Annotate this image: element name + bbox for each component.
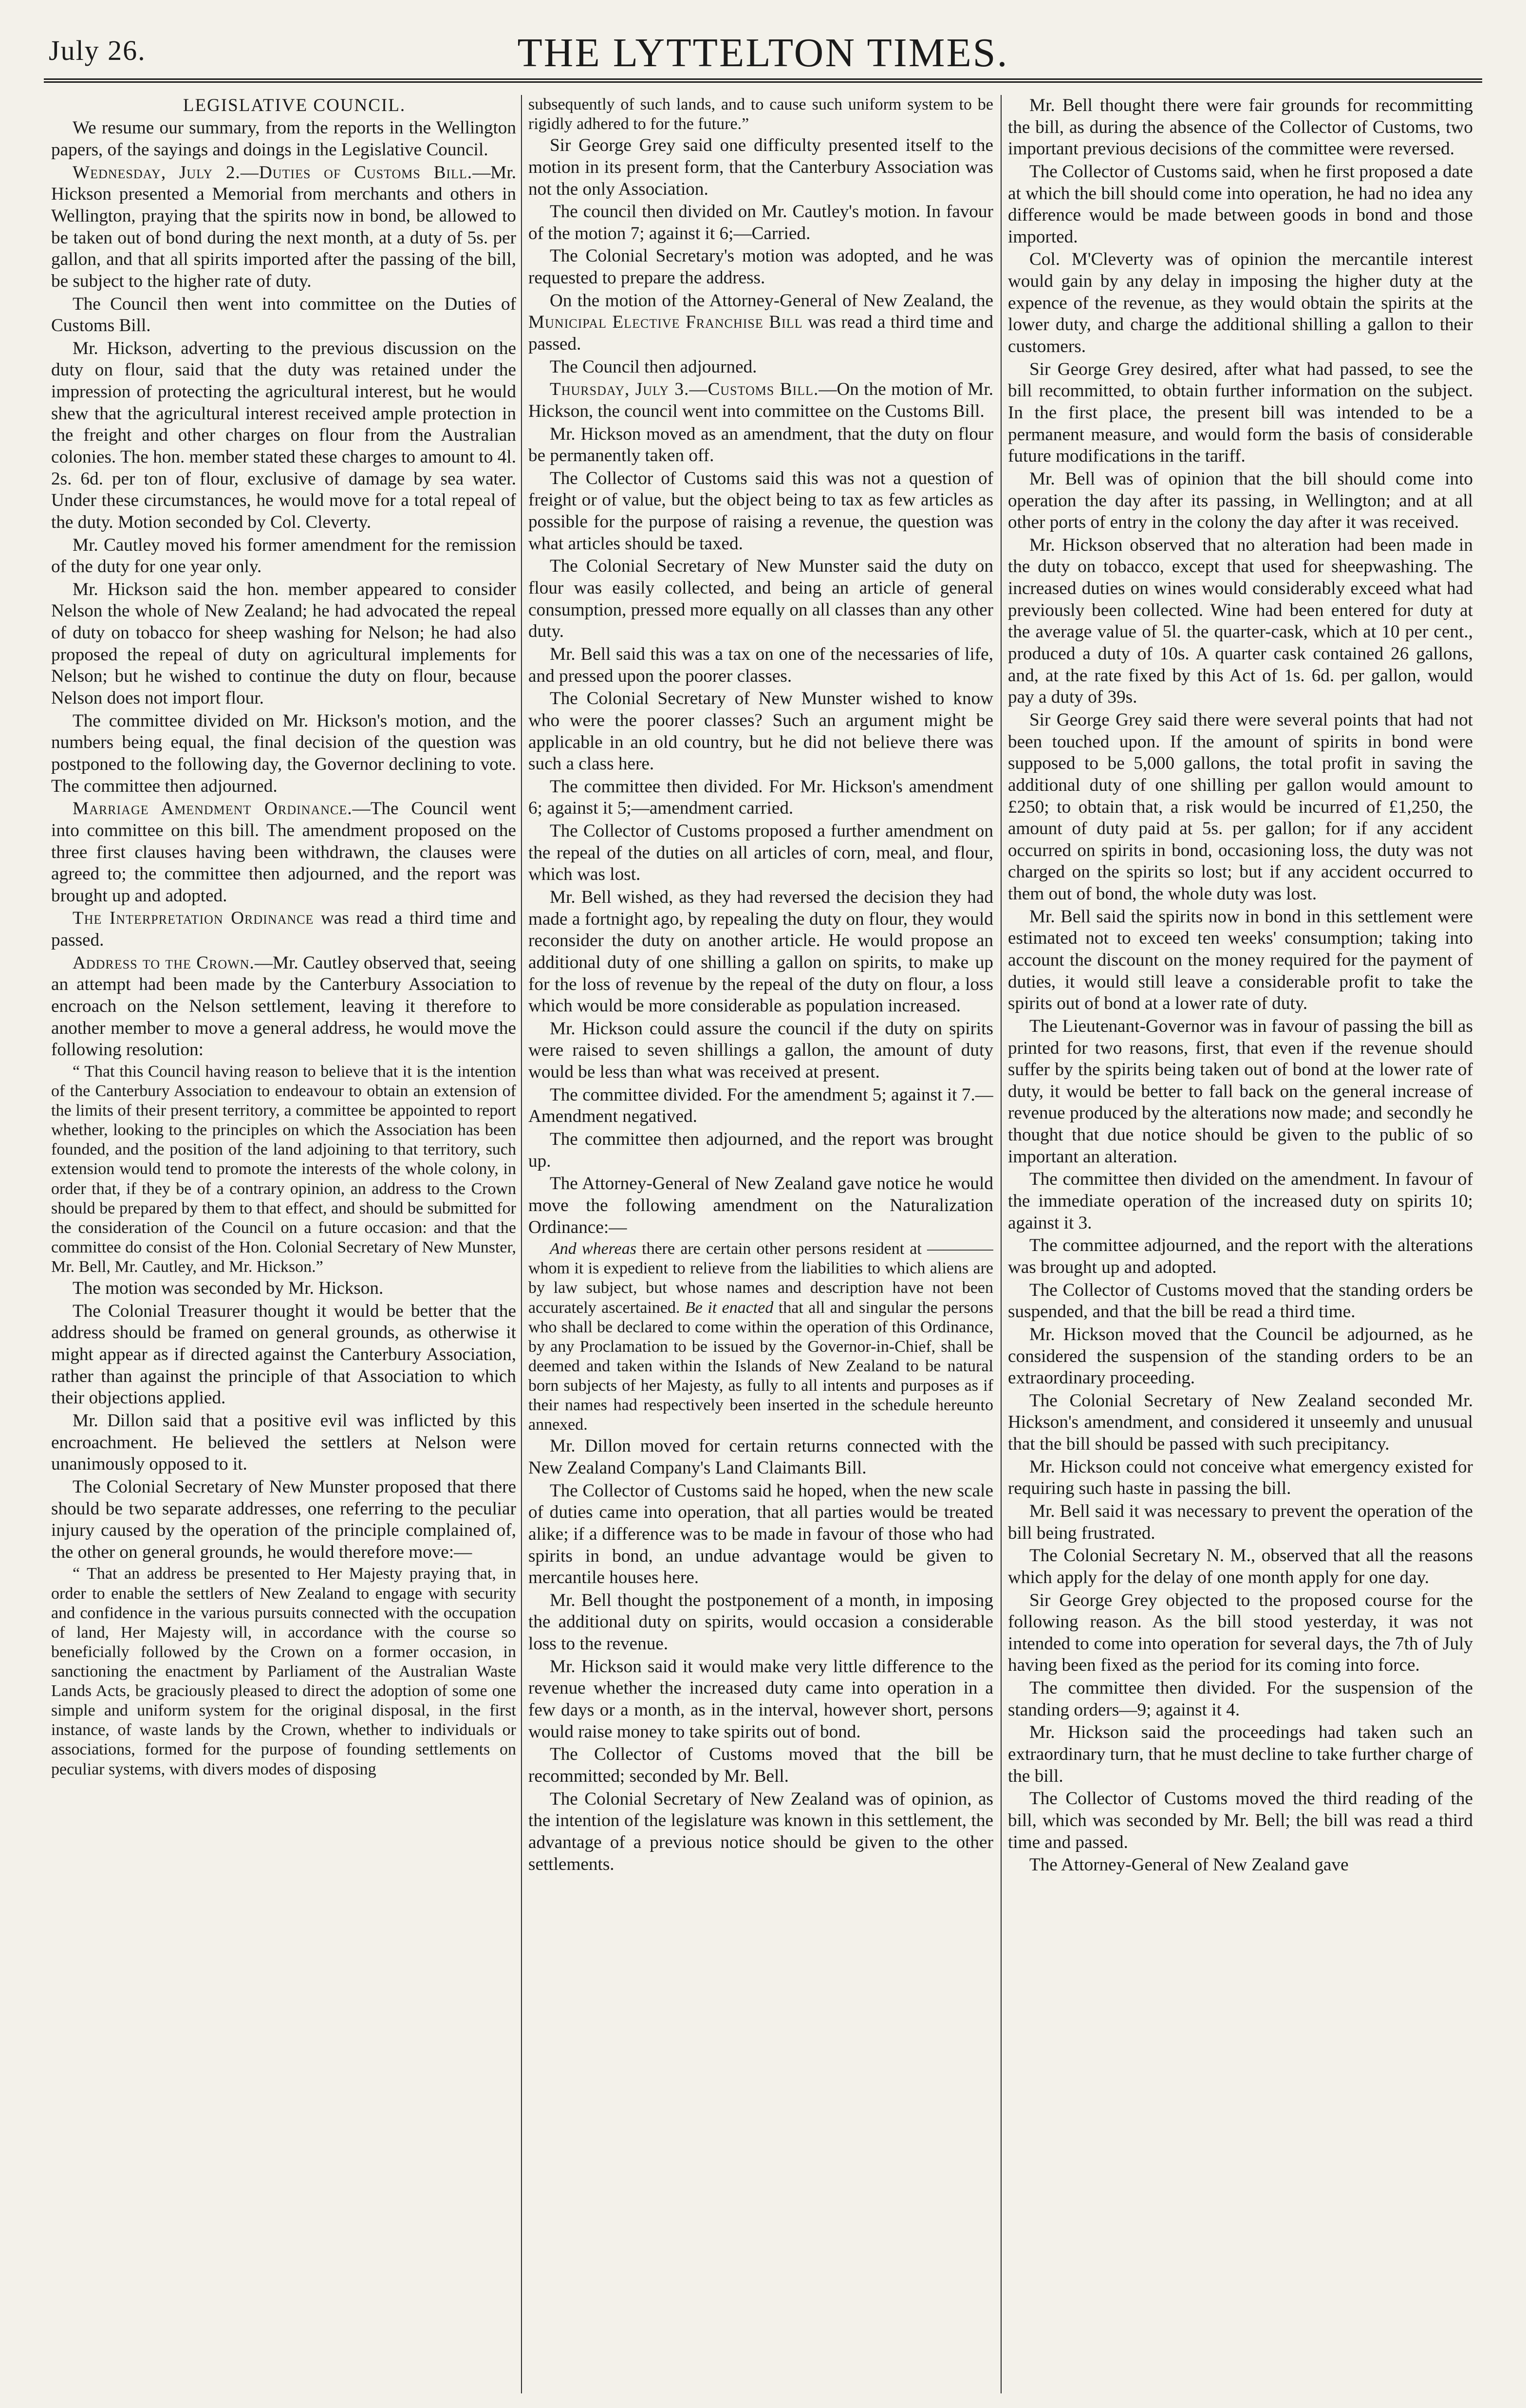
paragraph: The Lieutenant-Governor was in favour of passing the bill as printed for two reasons, first, that even if the revenue should suffer by the spirits being taken out of bond at the lower rate of duty, it would be better to fall back on the general increase of revenue produced by the alterations now made; and secondly he thought that due notice should be given to the public of so important an alteration. [1008, 1016, 1473, 1167]
paragraph [51, 798, 516, 907]
paragraph-text: —Mr. Cautley observed that, seeing an attempt had been made by the Canterbury Association to encroach on the Nelson settlement, leaving it therefore to another member to move a general address, he would move the following resolution: [51, 952, 516, 1060]
run-in-heading: Wednesday, July 2.—Duties of Customs Bill. [73, 162, 473, 183]
address-quote: “ That an address be presented to Her Majesty praying that, in order to enable the settlers of New Zealand to engage with security and confidence in the various pursuits connected with the occupation of land, Her Majesty will, in accordance with the course so beneficially followed by the Crown on a former occasion, in sanctioning the enactment by Parliament of the Australian Waste Lands Acts, be graciously pleased to direct the adoption of some one simple and uniform system for the original disposal, in the first instance, of waste lands by the Crown, whether to individuals or associations, formed for the purpose of founding settlements on peculiar systems, with divers modes of disposing [51, 1565, 516, 1778]
paragraph: The committee then adjourned, and the report was brought up. [528, 1129, 993, 1171]
paragraph: The Attorney-General of New Zealand gave notice he would move the following amendment on the Naturalization Ordinance:— [528, 1174, 993, 1237]
paragraph: The Colonial Secretary of New Munster wished to know who were the poorer classes? Such an argument might be applicable in an old country, but he did not believe there was such a class here. [528, 689, 993, 774]
paragraph: Mr. Bell said it was necessary to prevent the operation of the bill being frustrated. [1008, 1501, 1473, 1543]
paragraph-text: was read a third time and passed. [528, 312, 993, 354]
paragraph: The Collector of Customs moved the third reading of the bill, which was seconded by Mr. Bell; the bill was read a third time and passed. [1008, 1789, 1473, 1852]
paragraph-text: On the motion of the Attorney-General of New Zealand, the [550, 290, 993, 311]
masthead [44, 29, 1482, 83]
paragraph: Mr. Hickson could not conceive what emergency existed for requiring such haste in passing the bill. [1008, 1456, 1473, 1499]
run-in-heading: The Interpretation Ordinance [73, 908, 314, 929]
run-in-heading: Marriage Amendment Ordinance. [73, 799, 353, 819]
run-in-heading: Address to the Crown. [73, 952, 255, 973]
paragraph: The Council then adjourned. [550, 356, 757, 377]
paragraph-text: —On the motion of Mr. Hickson, the council went into committee on the Customs Bill. [528, 379, 993, 421]
paragraph: Sir George Grey desired, after what had passed, to see the bill recommitted, to obtain further information on the subject. In the first place, the present bill was intended to be a permanent measure, and would form the basis of considerable future modifications in the tariff. [1008, 359, 1473, 467]
resolution-quote: “ That this Council having reason to believe that it is the intention of the Canterbury Association to endeavour to obtain an extension of the limits of their present territory, a committee be appointed to report whether, looking to the principles on which the Association has been founded, and the position of the land adjoining to that territory, such extension would tend to promote the interests of the whole colony, in order that, if they be of a contrary opinion, an address to the Crown should be prepared by them to that effect, and should be submitted for the consideration of the Council on a future occasion: and that the committee do consist of the Hon. Colonial Secretary of New Munster, Mr. Bell, Mr. Cautley, and Mr. Hickson.” [51, 1062, 516, 1276]
paragraph: The Collector of Customs said he hoped, when the new scale of duties came into operation, that all parties would be treated alike; if a difference was to be made in favour of those who had spirits in bond, an undue advantage would be given to mercantile houses here. [528, 1480, 993, 1588]
paragraph-text: —Mr. Hickson presented a Memorial from merchants and others in Wellington, praying that the spirits now in bond, be allowed to be taken out of bond during the next month, at a duty of 5s. per gallon, and that all spirits imported after the passing of the bill, be subject to the higher rate of duty. [51, 162, 516, 291]
paragraph: Mr. Bell thought the postponement of a month, in imposing the additional duty on spirits, would occasion a considerable loss to the revenue. [528, 1590, 993, 1654]
column-rule [1001, 95, 1002, 2393]
paragraph: Mr. Dillon said that a positive evil was inflicted by this encroachment. He believed the settlers at Nelson were unanimously opposed to it. [51, 1410, 516, 1475]
quote-text: that all and singular the persons who shall be declared to come within the operation of this Ordinance, by any Proclamation to be issued by the Governor-in-Chief, shall be deemed and taken within the Islands of New Zealand to be natural born subjects of her Majesty, as fully to all intents and purposes as if their names had respectively been inserted in the schedule hereunto annexed. [528, 1298, 993, 1434]
paragraph: The committee then divided. For the suspension of the standing orders—9; against it 4. [1008, 1678, 1473, 1720]
paragraph [528, 379, 993, 422]
masthead-rule [44, 78, 1482, 83]
paragraph: Mr. Cautley moved his former amendment for the remission of the duty for one year only. [51, 535, 516, 577]
paragraph: The council then divided on Mr. Cautley's motion. In favour of the motion 7; against it 6;—Carried. [528, 202, 993, 243]
paragraph: Col. M'Cleverty was of opinion the mercantile interest would gain by any delay in imposing the higher duty at the expence of the revenue, as they would obtain the spirits at the lower duty, and charge the additional shilling a gallon to their customers. [1008, 249, 1473, 357]
paragraph: We resume our summary, from the reports in the Wellington papers, of the sayings and doings in the Legislative Council. [51, 118, 516, 160]
paragraph: The Colonial Secretary of New Munster proposed that there should be two separate addresses, one referring to the peculiar injury caused by the operation of the principle complained of, the other on general grounds, he would therefore move:— [51, 1476, 516, 1562]
paragraph: The committee divided on Mr. Hickson's motion, and the numbers being equal, the final decision of the question was postponed to the following day, the Governor declining to vote. The committee then adjourned. [51, 710, 516, 796]
paragraph: The committee then divided on the amendment. In favour of the immediate operation of the increased duty on spirits 10; against it 3. [1008, 1169, 1473, 1233]
paragraph: Mr. Hickson said the proceedings had taken such an extraordinary turn, that he must decline to take further charge of the bill. [1008, 1722, 1473, 1786]
paragraph: The Attorney-General of New Zealand gave [1029, 1855, 1349, 1875]
paragraph: Mr. Hickson moved that the Council be adjourned, as he considered the suspension of the standing orders to be an extraordinary proceeding. [1008, 1324, 1473, 1388]
paragraph: The Colonial Secretary N. M., observed that all the reasons which apply for the delay of one month apply for one day. [1008, 1546, 1473, 1587]
run-in-heading: Thursday, July 3.—Customs Bill. [550, 379, 819, 400]
paragraph: The committee adjourned, and the report with the alterations was brought up and adopted. [1008, 1235, 1473, 1277]
amendment-quote [528, 1239, 993, 1435]
column-rule [521, 95, 522, 2393]
paragraph-text: was read a third time and passed. [51, 908, 516, 951]
paragraph: Mr. Hickson said the hon. member appeared to consider Nelson the whole of New Zealand; he had advocated the repeal of duty on tobacco for sheep washing for Nelson; he had also proposed the repeal of duty on agricultural implements for Nelson; but he wished to continue the duty on flour, because Nelson does not import flour. [51, 579, 516, 709]
section-heading: LEGISLATIVE COUNCIL. [183, 95, 406, 115]
run-in-heading: Municipal Elective Franchise Bill [528, 312, 803, 333]
paragraph: The Collector of Customs said this was not a question of freight or of value, but the object being to tax as few articles as possible for the purpose of raising a revenue, the question was what articles should be taxed. [528, 468, 993, 554]
paragraph: The Colonial Secretary's motion was adopted, and he was requested to prepare the address. [528, 246, 993, 288]
paragraph: Mr. Hickson could assure the council if the duty on spirits were raised to seven shillings a gallon, the amount of duty would be less than what was received at present. [528, 1018, 993, 1083]
paragraph: Mr. Bell thought there were fair grounds for recommitting the bill, as during the absence of the Collector of Customs, two important previous decisions of the committee were reversed. [1008, 95, 1473, 159]
paragraph: The Collector of Customs proposed a further amendment on the repeal of the duties on all articles of corn, meal, and flour, which was lost. [528, 821, 993, 885]
paragraph: Sir George Grey objected to the proposed course for the following reason. As the bill stood yesterday, it was not intended to come into operation for several days, the 7th of July having been fixed as the period for its coming into force. [1008, 1590, 1473, 1676]
paragraph: The Collector of Customs moved that the standing orders be suspended, and that the bill be read a third time. [1008, 1280, 1473, 1322]
paragraph: The Council then went into committee on the Duties of Customs Bill. [51, 294, 516, 336]
paragraph: Mr. Bell wished, as they had reversed the decision they had made a fortnight ago, by repealing the duty on flour, they would reconsider the duty on another article. He would propose an additional duty of one shilling a gallon on spirits, to make up for the loss of revenue by the repeal of the duty on flour, a loss which would be more considerable as population increased. [528, 887, 993, 1016]
paragraph [51, 908, 516, 951]
paragraph [51, 162, 516, 293]
paragraph: The Colonial Treasurer thought it would be better that the address should be framed on general grounds, as otherwise it might appear as if directed against the Canterbury Association, rather than against the principle of that Association to which their objections applied. [51, 1301, 516, 1408]
paragraph: Sir George Grey said there were several points that had not been touched upon. If the amount of spirits in bond were supposed to be 5,000 gallons, the total profit in saving the additional duty of one shilling per gallon would amount to £250; to obtain that, a risk would be incurred of £1,250, the amount of duty paid at 5s. per gallon; for if any accident occurred on spirits in bond, occasioning loss, the duty was not charged on the spirits so lost; but if any accident occurred to them out of bond, the whole duty was lost. [1008, 709, 1473, 904]
quote-text: there are certain other persons resident at ———— whom it is expedient to relieve from the liabilities to which aliens are by law subject, but whose names and description have not been accurately ascertained. [528, 1240, 993, 1317]
paragraph: Mr. Hickson, adverting to the previous discussion on the duty on flour, said that the duty was retained under the impression of protecting the agricultural interest, but he would shew that the agricultural interest received ample protection in the freight and other charges on flour from the Australian colonies. The hon. member stated these charges to amount to 4l. 2s. 6d. per ton of flour, exclusive of damage by sea water. Under these circumstances, he would move for a total repeal of the duty. Motion seconded by Col. Cleverty. [51, 338, 516, 532]
paragraph: The Colonial Secretary of New Zealand seconded Mr. Hickson's amendment, and considered it unseemly and unusual that the bill should be passed with such precipitancy. [1008, 1390, 1473, 1455]
paragraph: Mr. Dillon moved for certain returns connected with the New Zealand Company's Land Claimants Bill. [528, 1436, 993, 1478]
paragraph: Sir George Grey said one difficulty presented itself to the motion in its present form, that the Canterbury Association was not the only Association. [528, 135, 993, 199]
paragraph: The Collector of Customs moved that the bill be recommitted; seconded by Mr. Bell. [528, 1744, 993, 1786]
paragraph: Mr. Hickson moved as an amendment, that the duty on flour be permanently taken off. [528, 424, 993, 466]
column-2 [528, 95, 993, 2393]
paragraph: The Colonial Secretary of New Munster said the duty on flour was easily collected, and being an article of general consumption, pressed more equally on all classes than any other duty. [528, 556, 993, 642]
paragraph [528, 290, 993, 355]
paragraph: Mr. Bell said this was a tax on one of the necessaries of life, and pressed upon the poorer classes. [528, 644, 993, 686]
column-3 [1008, 95, 1473, 2393]
paragraph: The Collector of Customs said, when he first proposed a date at which the bill should come into operation, he had no idea any difference would be made between goods in bond and those imported. [1008, 161, 1473, 247]
paragraph: The committee then divided. For Mr. Hickson's amendment 6; against it 5;—amendment carried. [528, 776, 993, 819]
address-quote-continued: subsequently of such lands, and to cause such uniform system to be rigidly adhered to for the future.” [528, 95, 993, 133]
paragraph: Mr. Bell said the spirits now in bond in this settlement were estimated not to exceed ten weeks' consumption; taking into account the discount on the money required for the payment of duties, it would still leave a considerable profit to take the spirits out of bond at a lower rate of duty. [1008, 906, 1473, 1014]
column-1 [51, 95, 516, 2393]
paragraph: Mr. Bell was of opinion that the bill should come into operation the day after its passing, in Wellington; and at all other ports of entry in the colony the day after it was received. [1008, 468, 1473, 533]
quote-lead: And whereas [550, 1240, 636, 1258]
issue-date: July 26. [49, 35, 146, 66]
paragraph: The Colonial Secretary of New Zealand was of opinion, as the intention of the legislature was known in this settlement, the advantage of a previous notice should be given to the other settlements. [528, 1789, 993, 1874]
newspaper-title: THE LYTTELTON TIMES. [517, 30, 1009, 75]
paragraph-text: —The Council went into committee on this bill. The amendment proposed on the three first clauses having been withdrawn, the clauses were agreed to; the committee then adjourned, and the report was brought up and adopted. [51, 799, 516, 906]
paragraph: Mr. Hickson said it would make very little difference to the revenue whether the increased duty came into operation in a few days or a month, as in the interval, however short, persons would raise money to take spirits out of bond. [528, 1656, 993, 1742]
paragraph [51, 952, 516, 1061]
paragraph: The committee divided. For the amendment 5; against it 7.—Amendment negatived. [528, 1084, 993, 1127]
paragraph: The motion was seconded by Mr. Hickson. [73, 1278, 384, 1299]
paragraph: Mr. Hickson observed that no alteration had been made in the duty on tobacco, except that used for sheepwashing. The increased duties on wines would considerably exceed what had previously been collected. Wine had been entered for duty at the average value of 5l. the quarter-cask, which at 10 per cent., produced a duty of 10s. A quarter cask contained 26 gallons, and, at the rate fixed by this Act of 1s. 6d. per gallon, would pay a duty of 39s. [1008, 535, 1473, 708]
quote-lead: Be it enacted [685, 1298, 774, 1317]
